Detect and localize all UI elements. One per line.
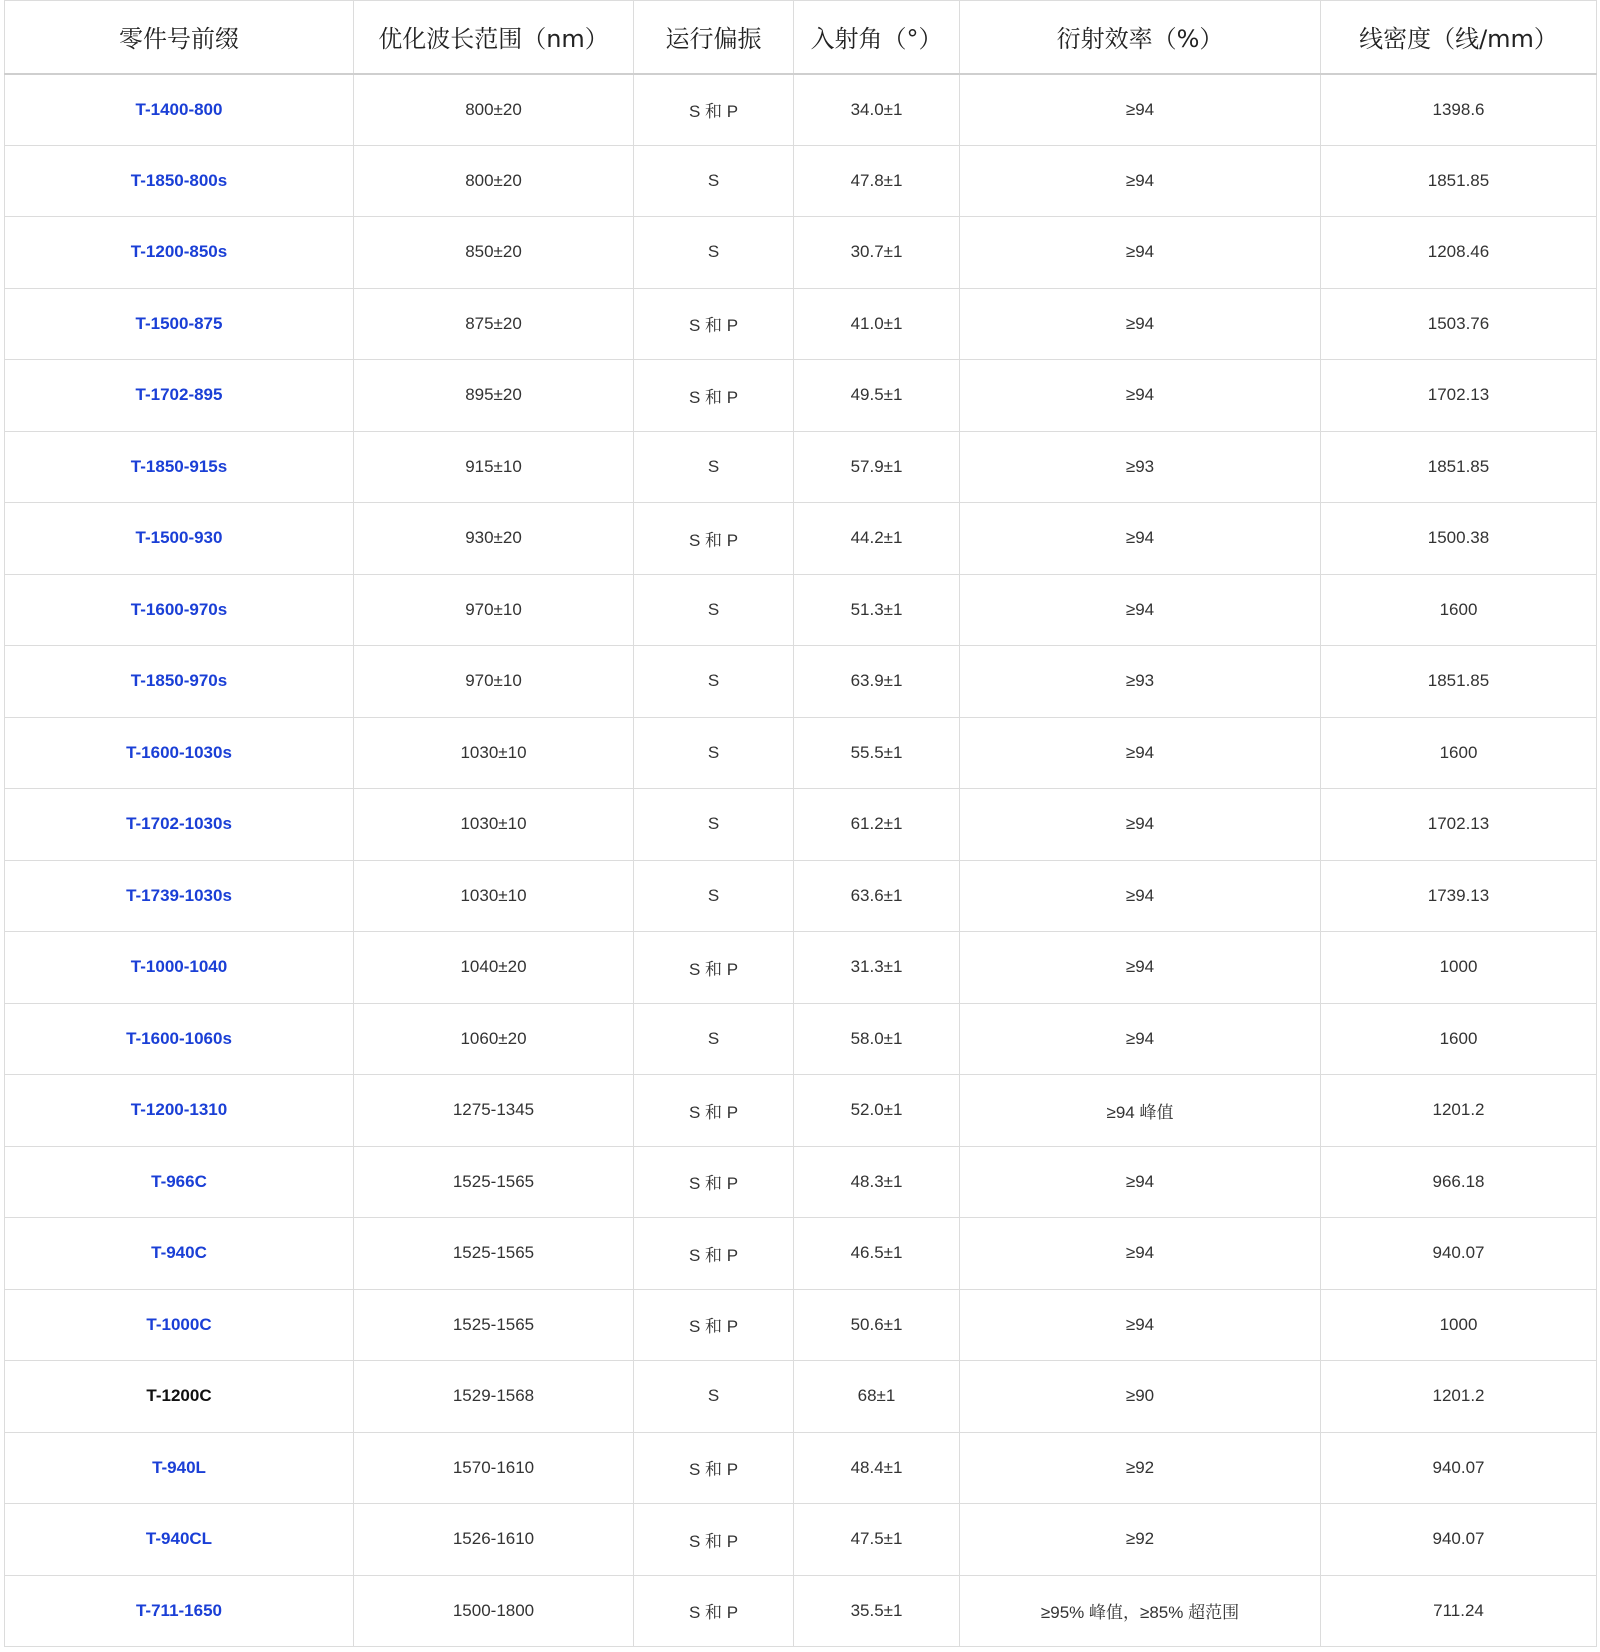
part-number-link[interactable]: T-1850-800s bbox=[130, 170, 228, 190]
cell-incidence-angle: 30.7±1 bbox=[794, 217, 960, 289]
table-row bbox=[5, 217, 1597, 289]
cell-polarization: S 和 P bbox=[634, 1289, 794, 1361]
part-number-link[interactable]: T-966C bbox=[151, 1171, 207, 1191]
part-number-link[interactable]: T-1739-1030s bbox=[126, 885, 232, 905]
cell-polarization: S 和 P bbox=[634, 1504, 794, 1576]
table-header-row bbox=[5, 1, 1597, 74]
cell-incidence-angle: 49.5±1 bbox=[794, 360, 960, 432]
cell-incidence-angle: 55.5±1 bbox=[794, 717, 960, 789]
cell-incidence-angle: 61.2±1 bbox=[794, 789, 960, 861]
table-row bbox=[5, 574, 1597, 646]
cell-wavelength: 970±10 bbox=[354, 574, 634, 646]
cell-polarization: S bbox=[634, 717, 794, 789]
cell-incidence-angle: 48.4±1 bbox=[794, 1432, 960, 1504]
cell-polarization: S bbox=[634, 789, 794, 861]
part-number-link[interactable]: T-1500-875 bbox=[135, 313, 223, 333]
cell-part-number bbox=[5, 1218, 354, 1290]
cell-polarization: S bbox=[634, 217, 794, 289]
cell-line-density: 1000 bbox=[1321, 1289, 1597, 1361]
cell-polarization: S 和 P bbox=[634, 1575, 794, 1647]
header-wavelength-range: 优化波长范围（nm） bbox=[354, 1, 634, 74]
cell-incidence-angle: 63.9±1 bbox=[794, 646, 960, 718]
cell-line-density: 1702.13 bbox=[1321, 360, 1597, 432]
cell-incidence-angle: 52.0±1 bbox=[794, 1075, 960, 1147]
part-number-link[interactable]: T-940L bbox=[152, 1457, 206, 1477]
cell-incidence-angle: 51.3±1 bbox=[794, 574, 960, 646]
table-row bbox=[5, 789, 1597, 861]
cell-incidence-angle: 58.0±1 bbox=[794, 1003, 960, 1075]
cell-polarization: S bbox=[634, 431, 794, 503]
table-row bbox=[5, 431, 1597, 503]
cell-efficiency: ≥90 bbox=[960, 1361, 1321, 1433]
cell-wavelength: 875±20 bbox=[354, 288, 634, 360]
cell-incidence-angle: 57.9±1 bbox=[794, 431, 960, 503]
cell-wavelength: 1525-1565 bbox=[354, 1218, 634, 1290]
cell-line-density: 1739.13 bbox=[1321, 860, 1597, 932]
cell-incidence-angle: 47.8±1 bbox=[794, 145, 960, 217]
cell-part-number bbox=[5, 932, 354, 1004]
header-incidence-angle: 入射角（°） bbox=[794, 1, 960, 74]
cell-polarization: S 和 P bbox=[634, 360, 794, 432]
table-row bbox=[5, 1504, 1597, 1576]
cell-incidence-angle: 31.3±1 bbox=[794, 932, 960, 1004]
cell-wavelength: 1525-1565 bbox=[354, 1146, 634, 1218]
cell-part-number bbox=[5, 1146, 354, 1218]
cell-polarization: S bbox=[634, 1003, 794, 1075]
part-number-link[interactable]: T-1000-1040 bbox=[130, 957, 228, 977]
cell-incidence-angle: 34.0±1 bbox=[794, 74, 960, 146]
table-row bbox=[5, 74, 1597, 146]
grating-table-container bbox=[4, 0, 1597, 1647]
cell-efficiency: ≥94 bbox=[960, 360, 1321, 432]
cell-efficiency: ≥94 bbox=[960, 1289, 1321, 1361]
cell-wavelength: 1526-1610 bbox=[354, 1504, 634, 1576]
cell-line-density: 1600 bbox=[1321, 1003, 1597, 1075]
cell-line-density: 1702.13 bbox=[1321, 789, 1597, 861]
cell-incidence-angle: 35.5±1 bbox=[794, 1575, 960, 1647]
table-row bbox=[5, 1289, 1597, 1361]
table-row bbox=[5, 1361, 1597, 1433]
cell-wavelength: 1030±10 bbox=[354, 717, 634, 789]
cell-efficiency: ≥94 bbox=[960, 860, 1321, 932]
cell-line-density: 1851.85 bbox=[1321, 431, 1597, 503]
part-number-link[interactable]: T-1600-1060s bbox=[126, 1028, 232, 1048]
cell-part-number bbox=[5, 1289, 354, 1361]
cell-line-density: 1600 bbox=[1321, 717, 1597, 789]
cell-line-density: 1000 bbox=[1321, 932, 1597, 1004]
table-row bbox=[5, 1075, 1597, 1147]
cell-wavelength: 1040±20 bbox=[354, 932, 634, 1004]
cell-wavelength: 1030±10 bbox=[354, 789, 634, 861]
header-polarization: 运行偏振 bbox=[634, 1, 794, 74]
cell-incidence-angle: 50.6±1 bbox=[794, 1289, 960, 1361]
cell-wavelength: 915±10 bbox=[354, 431, 634, 503]
cell-efficiency: ≥93 bbox=[960, 646, 1321, 718]
cell-line-density: 1398.6 bbox=[1321, 74, 1597, 146]
part-number-link[interactable]: T-1500-930 bbox=[135, 528, 223, 548]
cell-wavelength: 1500-1800 bbox=[354, 1575, 634, 1647]
cell-part-number bbox=[5, 145, 354, 217]
cell-efficiency: ≥92 bbox=[960, 1432, 1321, 1504]
cell-part-number bbox=[5, 717, 354, 789]
table-row bbox=[5, 288, 1597, 360]
part-number-text: T-1200C bbox=[146, 1386, 212, 1406]
cell-efficiency: ≥94 bbox=[960, 503, 1321, 575]
cell-efficiency: ≥94 bbox=[960, 1218, 1321, 1290]
cell-part-number bbox=[5, 431, 354, 503]
cell-efficiency: ≥94 bbox=[960, 217, 1321, 289]
cell-part-number bbox=[5, 646, 354, 718]
cell-wavelength: 850±20 bbox=[354, 217, 634, 289]
part-number-link[interactable]: T-1850-915s bbox=[130, 456, 228, 476]
header-diffraction-efficiency: 衍射效率（%） bbox=[960, 1, 1321, 74]
cell-line-density: 1503.76 bbox=[1321, 288, 1597, 360]
cell-incidence-angle: 63.6±1 bbox=[794, 860, 960, 932]
cell-part-number bbox=[5, 1575, 354, 1647]
cell-efficiency: ≥95% 峰值，≥85% 超范围 bbox=[960, 1575, 1321, 1647]
cell-line-density: 1851.85 bbox=[1321, 646, 1597, 718]
cell-part-number bbox=[5, 74, 354, 146]
cell-part-number bbox=[5, 1003, 354, 1075]
cell-part-number bbox=[5, 789, 354, 861]
cell-part-number bbox=[5, 360, 354, 432]
cell-incidence-angle: 48.3±1 bbox=[794, 1146, 960, 1218]
part-number-link[interactable]: T-1400-800 bbox=[135, 99, 223, 119]
table-row bbox=[5, 503, 1597, 575]
cell-efficiency: ≥92 bbox=[960, 1504, 1321, 1576]
part-number-link[interactable]: T-1702-1030s bbox=[126, 814, 232, 834]
cell-polarization: S 和 P bbox=[634, 74, 794, 146]
table-row bbox=[5, 145, 1597, 217]
header-line-density: 线密度（线/mm） bbox=[1321, 1, 1597, 74]
cell-part-number bbox=[5, 217, 354, 289]
table-row bbox=[5, 717, 1597, 789]
cell-wavelength: 1275-1345 bbox=[354, 1075, 634, 1147]
cell-polarization: S 和 P bbox=[634, 932, 794, 1004]
table-row bbox=[5, 1432, 1597, 1504]
table-row bbox=[5, 860, 1597, 932]
cell-incidence-angle: 46.5±1 bbox=[794, 1218, 960, 1290]
cell-wavelength: 930±20 bbox=[354, 503, 634, 575]
table-row bbox=[5, 360, 1597, 432]
cell-efficiency: ≥94 bbox=[960, 145, 1321, 217]
cell-wavelength: 1529-1568 bbox=[354, 1361, 634, 1433]
cell-line-density: 940.07 bbox=[1321, 1218, 1597, 1290]
cell-polarization: S 和 P bbox=[634, 503, 794, 575]
cell-line-density: 1201.2 bbox=[1321, 1361, 1597, 1433]
cell-incidence-angle: 41.0±1 bbox=[794, 288, 960, 360]
table-row bbox=[5, 932, 1597, 1004]
cell-polarization: S 和 P bbox=[634, 1146, 794, 1218]
cell-line-density: 1851.85 bbox=[1321, 145, 1597, 217]
cell-polarization: S bbox=[634, 574, 794, 646]
part-number-link[interactable]: T-1850-970s bbox=[130, 671, 228, 691]
cell-part-number bbox=[5, 1432, 354, 1504]
cell-polarization: S bbox=[634, 860, 794, 932]
part-number-link[interactable]: T-940C bbox=[151, 1243, 207, 1263]
cell-efficiency: ≥94 bbox=[960, 789, 1321, 861]
cell-wavelength: 1060±20 bbox=[354, 1003, 634, 1075]
table-row bbox=[5, 1146, 1597, 1218]
part-number-link[interactable]: T-1600-1030s bbox=[126, 742, 232, 762]
table-row bbox=[5, 1575, 1597, 1647]
cell-line-density: 1600 bbox=[1321, 574, 1597, 646]
part-number-link[interactable]: T-711-1650 bbox=[135, 1600, 222, 1620]
cell-line-density: 940.07 bbox=[1321, 1504, 1597, 1576]
cell-wavelength: 1030±10 bbox=[354, 860, 634, 932]
cell-line-density: 1208.46 bbox=[1321, 217, 1597, 289]
cell-polarization: S 和 P bbox=[634, 1075, 794, 1147]
cell-part-number bbox=[5, 1075, 354, 1147]
cell-line-density: 1201.2 bbox=[1321, 1075, 1597, 1147]
cell-wavelength: 1525-1565 bbox=[354, 1289, 634, 1361]
cell-incidence-angle: 47.5±1 bbox=[794, 1504, 960, 1576]
cell-wavelength: 895±20 bbox=[354, 360, 634, 432]
cell-line-density: 966.18 bbox=[1321, 1146, 1597, 1218]
cell-part-number bbox=[5, 288, 354, 360]
cell-polarization: S bbox=[634, 646, 794, 718]
header-part-prefix: 零件号前缀 bbox=[5, 1, 354, 74]
cell-line-density: 711.24 bbox=[1321, 1575, 1597, 1647]
part-number-link[interactable]: T-1000C bbox=[146, 1314, 212, 1334]
table-row bbox=[5, 646, 1597, 718]
cell-part-number bbox=[5, 860, 354, 932]
cell-polarization: S bbox=[634, 1361, 794, 1433]
table-row bbox=[5, 1003, 1597, 1075]
cell-efficiency: ≥94 bbox=[960, 1003, 1321, 1075]
cell-polarization: S 和 P bbox=[634, 1218, 794, 1290]
cell-incidence-angle: 44.2±1 bbox=[794, 503, 960, 575]
cell-efficiency: ≥94 bbox=[960, 1146, 1321, 1218]
part-number-link[interactable]: T-1600-970s bbox=[130, 599, 228, 619]
cell-polarization: S 和 P bbox=[634, 288, 794, 360]
part-number-link[interactable]: T-940CL bbox=[145, 1529, 213, 1549]
cell-efficiency: ≥94 bbox=[960, 74, 1321, 146]
cell-wavelength: 800±20 bbox=[354, 145, 634, 217]
cell-efficiency: ≥94 bbox=[960, 717, 1321, 789]
table-row bbox=[5, 1218, 1597, 1290]
cell-efficiency: ≥94 bbox=[960, 932, 1321, 1004]
cell-efficiency: ≥94 峰值 bbox=[960, 1075, 1321, 1147]
cell-part-number bbox=[5, 1504, 354, 1576]
grating-specs-table bbox=[4, 0, 1597, 1647]
cell-part-number bbox=[5, 503, 354, 575]
cell-wavelength: 1570-1610 bbox=[354, 1432, 634, 1504]
cell-efficiency: ≥94 bbox=[960, 574, 1321, 646]
part-number-link[interactable]: T-1200-850s bbox=[130, 242, 228, 262]
part-number-link[interactable]: T-1702-895 bbox=[135, 385, 223, 405]
cell-line-density: 1500.38 bbox=[1321, 503, 1597, 575]
cell-part-number bbox=[5, 574, 354, 646]
cell-wavelength: 970±10 bbox=[354, 646, 634, 718]
cell-efficiency: ≥93 bbox=[960, 431, 1321, 503]
cell-polarization: S 和 P bbox=[634, 1432, 794, 1504]
cell-polarization: S bbox=[634, 145, 794, 217]
part-number-link[interactable]: T-1200-1310 bbox=[130, 1100, 228, 1120]
cell-line-density: 940.07 bbox=[1321, 1432, 1597, 1504]
table-body bbox=[5, 74, 1597, 1647]
cell-incidence-angle: 68±1 bbox=[794, 1361, 960, 1433]
cell-wavelength: 800±20 bbox=[354, 74, 634, 146]
cell-efficiency: ≥94 bbox=[960, 288, 1321, 360]
cell-part-number bbox=[5, 1361, 354, 1433]
